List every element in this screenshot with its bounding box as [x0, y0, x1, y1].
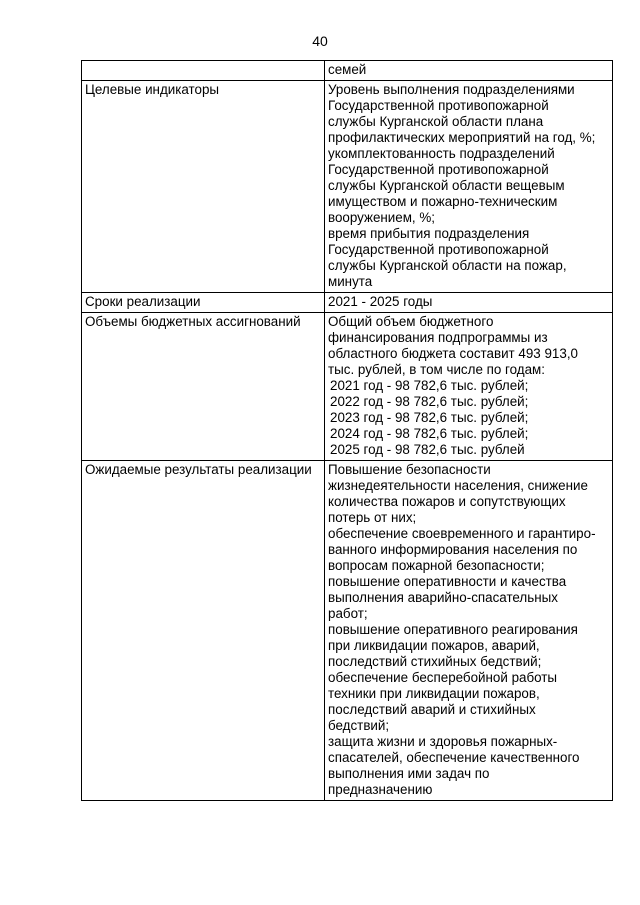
year-allocation-line: 2022 год - 98 782,6 тыс. рублей; [330, 394, 529, 409]
value-line: предназначению [328, 782, 433, 797]
table-row-implementation-period [82, 293, 613, 313]
value-line: Государственной противопожарной [328, 98, 549, 113]
value-line: обеспечение бесперебойной работы [328, 670, 558, 685]
value-line: службы Курганской области вещевым [328, 178, 565, 193]
year-allocation-line: 2023 год - 98 782,6 тыс. рублей; [330, 410, 529, 425]
value-line: Уровень выполнения подразделениями [328, 82, 575, 97]
value-line: финансирования подпрограммы из [328, 330, 548, 345]
value-line: повышение оперативности и качества [328, 574, 567, 589]
value-line: жизнедеятельности населения, снижение [328, 478, 588, 493]
value-line: Государственной противопожарной [328, 242, 549, 257]
value-line: техники при ликвидации пожаров, [328, 686, 540, 701]
value-line: выполнения ими задач по [328, 766, 490, 781]
table-row-expected-results [82, 461, 613, 801]
value-line: 2021 - 2025 годы [328, 294, 433, 309]
value-line: Повышение безопасности [328, 462, 491, 477]
table-row-target-indicators [82, 81, 613, 293]
row-label: Сроки реализации [82, 293, 325, 313]
value-line: обеспечение своевременного и гарантиро- [328, 526, 596, 541]
value-line: количества пожаров и сопутствующих [328, 494, 566, 509]
subprogram-passport-table [81, 60, 613, 801]
value-line: службы Курганской области на пожар, [328, 258, 567, 273]
value-line: семей [328, 62, 367, 77]
row-label: Целевые индикаторы [82, 81, 325, 293]
value-line: укомплектованность подразделений [328, 146, 555, 161]
value-line: защита жизни и здоровья пожарных- [328, 734, 558, 749]
value-line: последствий аварий и стихийных [328, 702, 536, 717]
row-value [325, 81, 613, 293]
value-line: Общий объем бюджетного [328, 314, 494, 329]
value-line: имуществом и пожарно-техническим [328, 194, 558, 209]
row-value [325, 293, 613, 313]
row-value [325, 61, 613, 81]
value-line: потерь от них; [328, 510, 417, 525]
value-line: бедствий; [328, 718, 390, 733]
value-line: службы Курганской области плана [328, 114, 544, 129]
value-line: ванного информирования населения по [328, 542, 578, 557]
row-label [82, 61, 325, 81]
value-line: при ликвидации пожаров, аварий, [328, 638, 540, 653]
value-line: минута [328, 274, 373, 289]
row-label: Объемы бюджетных ассигнований [82, 313, 325, 461]
row-value [325, 313, 613, 461]
value-line: вопросам пожарной безопасности; [328, 558, 545, 573]
row-value [325, 461, 613, 801]
year-allocation-line: 2024 год - 98 782,6 тыс. рублей; [330, 426, 529, 441]
value-line: тыс. рублей, в том числе по годам: [328, 362, 545, 377]
value-line: последствий стихийных бедствий; [328, 654, 542, 669]
value-line: Государственной противопожарной [328, 162, 549, 177]
year-allocation-line: 2025 год - 98 782,6 тыс. рублей [330, 442, 525, 457]
page-number: 40 [312, 33, 328, 49]
value-line: повышение оперативного реагирования [328, 622, 578, 637]
row-label: Ожидаемые результаты реализации [82, 461, 325, 801]
value-line: областного бюджета составит 493 913,0 [328, 346, 578, 361]
year-allocation-line: 2021 год - 98 782,6 тыс. рублей; [330, 378, 529, 393]
table-row-continuation [82, 61, 613, 81]
value-line: профилактических мероприятий на год, %; [328, 130, 596, 145]
value-line: время прибытия подразделения [328, 226, 530, 241]
table-row-budget-allocations [82, 313, 613, 461]
value-line: выполнения аварийно-спасательных [328, 590, 558, 605]
value-line: работ; [328, 606, 368, 621]
value-line: вооружением, %; [328, 210, 436, 225]
value-line: спасателей, обеспечение качественного [328, 750, 580, 765]
